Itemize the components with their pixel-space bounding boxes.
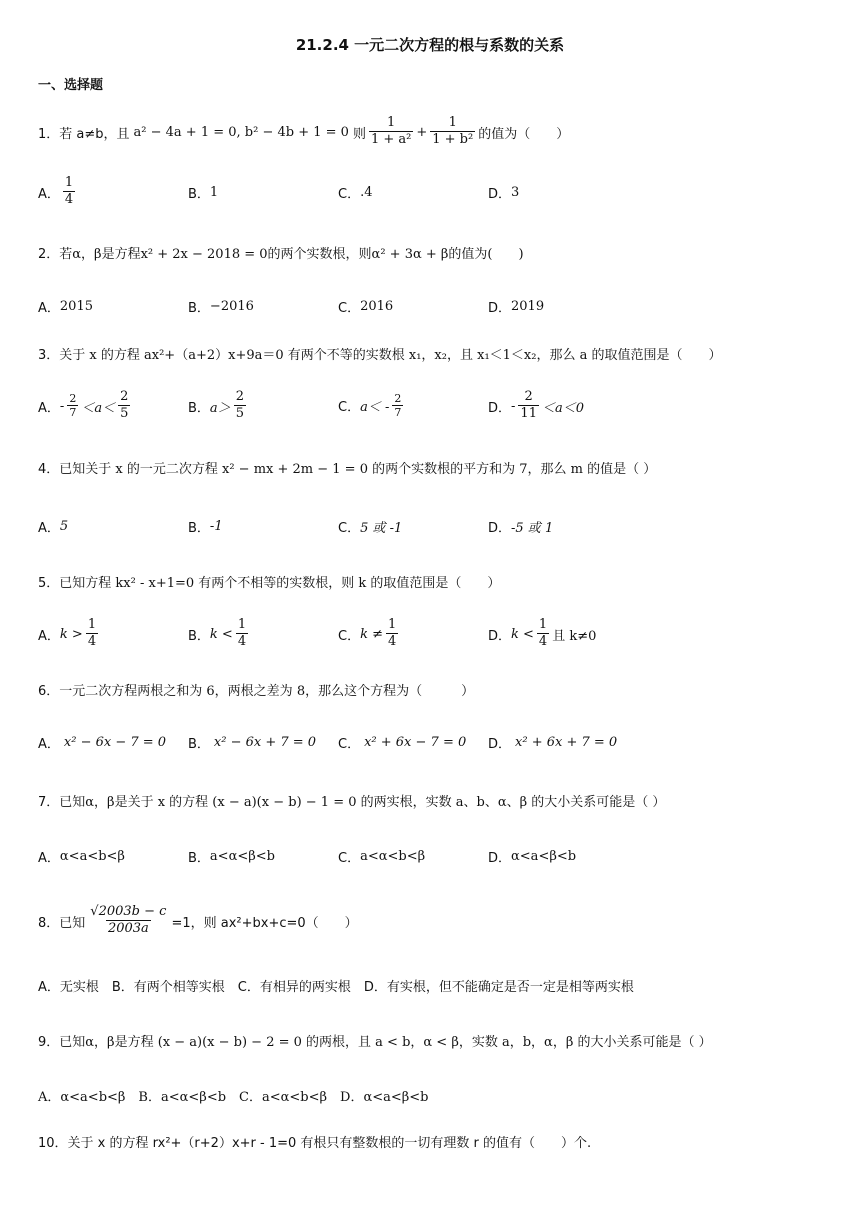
fraction: $\frac{1}{4}$ [538,617,548,650]
question-text: 的值为（ ） [478,126,570,142]
question-number: 4． [38,461,60,477]
question-text: 关于 x 的方程 rx²+（r+2）x+r - 1=0 有根只有整数根的一切有理数 r 的值有（ ）个. [67,1135,592,1151]
options-row [38,172,838,212]
fraction: $\frac{1}{4}$ [237,617,247,650]
option-c[interactable]: C． k ≠ $\frac{1}{4}$ [338,617,397,650]
option-d[interactable]: D． - $\frac{2}{11}$ ＜a＜0 [488,389,584,422]
question-text: 已知关于 x 的一元二次方程 x² − mx + 2m − 1 = 0 的两个实数根的平方和为 7，那么 m 的值是（ ） [59,461,657,477]
option-a[interactable]: A． 5 [38,518,69,536]
option-a[interactable]: A． 2015 [38,298,93,316]
question-8 [38,898,358,944]
question-text: 若α，β是方程x² + 2x − 2018 = 0的两个实数根，则α² + 3α + β的值为( ) [59,246,524,262]
question-4 [38,456,656,478]
options-row[interactable] [38,1084,429,1106]
fraction: $\frac{1}{\text{1 + b²}}$ [432,115,474,148]
option-d[interactable]: D． α<a<β<b [488,848,577,866]
option-b[interactable]: B． -1 [188,518,223,536]
question-text: 关于 x 的方程 ax²+（a+2）x+9a＝0 有两个不等的实数根 x₁，x₂，且 x₁＜1＜x₂，那么 a 的取值范围是（ ） [59,347,722,363]
question-text: 已知方程 kx² - x+1=0 有两个不相等的实数根，则 k 的取值范围是（ ） [59,575,501,591]
option-c[interactable]: C． x² + 6x − 7 = 0 [338,734,467,752]
options-row [38,722,838,762]
option-c[interactable]: C． 2016 [338,298,394,316]
question-number: 2． [38,246,60,262]
question-number: 10． [38,1135,68,1151]
option-c[interactable]: C． .4 [338,184,373,202]
question-text: 一元二次方程两根之和为 6，两根之差为 8，那么这个方程为（ ） [59,683,475,699]
condition-equations: a² − 4a + 1 = 0, b² − 4b + 1 = 0 [133,124,349,140]
option-a[interactable]: A． $\frac{1}{4}$ [38,175,74,208]
option-d[interactable]: D． x² + 6x + 7 = 0 [488,734,618,752]
question-9 [38,1028,712,1052]
options-line: A．α<a<b<β B．a<α<β<b C．a<α<b<β D．α<a<β<b [38,1089,429,1105]
question-5 [38,570,500,592]
question-7 [38,788,665,812]
options-row [38,614,838,654]
option-d[interactable]: D． k < $\frac{1}{4}$ 且 k≠0 [488,617,597,650]
option-b[interactable]: B． a<α<β<b [188,848,275,866]
fraction: $\frac{2}{5}$ [235,389,244,422]
option-c[interactable]: C． 5 或 -1 [338,520,403,536]
options-row [38,836,838,876]
question-text: 已知α，β是方程 (x − a)(x − b) − 2 = 0 的两根，且 a < b，α < β，实数 a，b，α，β 的大小关系可能是（ ） [59,1034,712,1050]
option-c[interactable]: C． a<α<b<β [338,848,426,866]
options-row[interactable] [38,974,634,996]
option-a[interactable]: A． k > $\frac{1}{4}$ [38,617,97,650]
question-text: 已知 [59,915,86,931]
question-text: =1，则 ax²+bx+c=0（ ） [171,915,358,931]
question-number: 9． [38,1034,60,1050]
option-a[interactable]: A． α<a<b<β [38,848,125,866]
fraction: $\frac{1}{4}$ [87,617,97,650]
fraction: $\frac{2}{7}$ [394,391,402,420]
options-line: A．无实根 B．有两个相等实根 C．有相异的两实根 D．有实根，但不能确定是否一定是相等两实根 [38,979,634,995]
question-3 [38,342,721,364]
option-d[interactable]: D． 2019 [488,298,545,316]
question-1: 1． 若 a≠b，且 a² − 4a + 1 = 0, b² − 4b + 1 = 0 则 $\frac{1}{\text{1 + a²}}$ + $\frac{1}{\text{1 + b²}}$ 的值为（ ） [38,115,570,148]
page-title: 21.2.4 一元二次方程的根与系数的关系 [295,36,565,54]
options-row [38,506,838,546]
question-10 [38,1130,591,1152]
fraction: $\frac{√2003b - c}{2003a}$ [90,904,167,937]
question-text: 则 [352,126,366,142]
fraction: $\frac{1}{4}$ [387,617,397,650]
options-row [38,386,838,426]
question-text: 若 a≠b，且 [59,126,130,142]
question-number: 3． [38,347,60,363]
option-a[interactable]: A． x² − 6x − 7 = 0 [38,734,167,752]
question-6 [38,678,474,700]
question-text: 已知α，β是关于 x 的方程 (x − a)(x − b) − 1 = 0 的两实根，实数 a、b、α、β 的大小关系可能是（ ） [59,794,666,810]
option-b[interactable]: B． x² − 6x + 7 = 0 [188,734,317,752]
fraction: $\frac{2}{7}$ [69,391,77,420]
fraction: $\frac{1}{\text{1 + a²}}$ [370,115,412,148]
option-c[interactable]: C． a＜ - $\frac{2}{7}$ [338,391,402,420]
fraction: $\frac{1}{4}$ [64,175,74,208]
question-2 [38,240,524,264]
option-b[interactable]: B． 1 [188,184,219,202]
option-d[interactable]: D． -5 或 1 [488,520,554,536]
option-b[interactable]: B． a＞ $\frac{2}{5}$ [188,389,244,422]
section-heading: 一、选择题 [38,78,104,93]
question-number: 6． [38,683,60,699]
fraction: $\frac{2}{11}$ [520,389,537,422]
options-row [38,286,838,326]
fraction: $\frac{2}{5}$ [120,389,129,422]
question-number: 8． [38,915,60,931]
option-b[interactable]: B． k < $\frac{1}{4}$ [188,617,247,650]
option-d[interactable]: D． 3 [488,184,520,202]
option-a[interactable]: A． - $\frac{2}{7}$ ＜a＜ $\frac{2}{5}$ [38,389,129,422]
question-number: 1． [38,126,60,142]
option-b[interactable]: B． −2016 [188,298,254,316]
question-number: 5． [38,575,60,591]
question-number: 7． [38,794,60,810]
